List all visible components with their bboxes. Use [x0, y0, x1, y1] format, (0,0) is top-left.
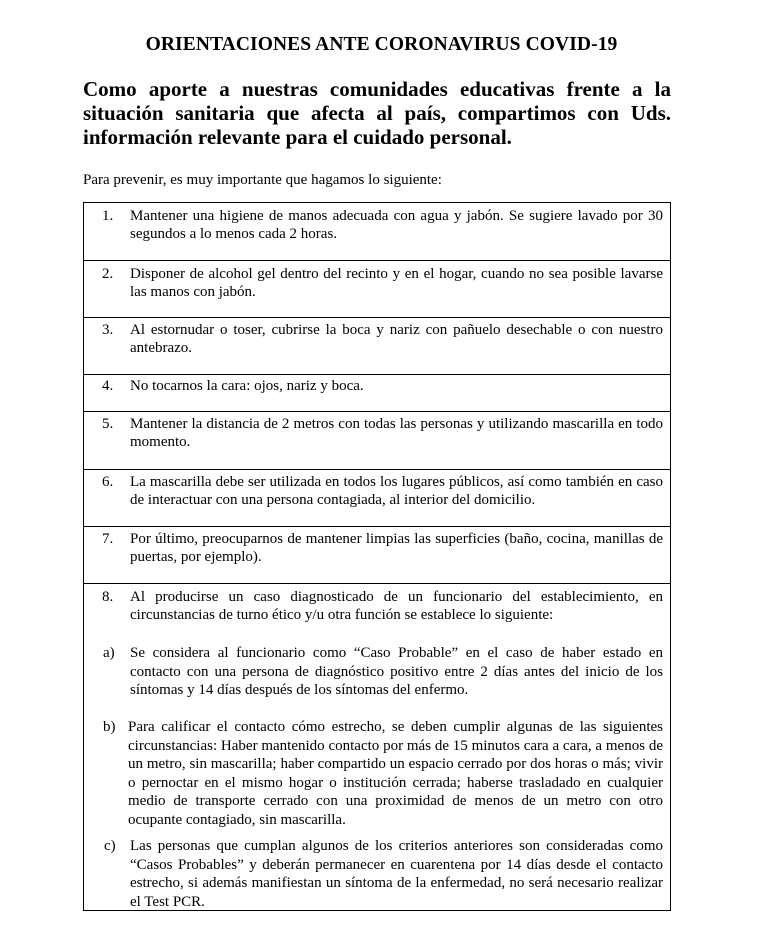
item-number: 8. — [102, 589, 114, 605]
item-text: No tocarnos la cara: ojos, nariz y boca. — [130, 378, 364, 394]
document-subtitle: Como aporte a nuestras comunidades educativas frente a la situación sanitaria que afecta al país, compartimos con Uds. información relevante para el cuidado personal. — [83, 77, 671, 149]
item-text: Al estornudar o toser, cubrirse la boca y nariz con pañuelo desechable o con nuestro antebrazo. — [130, 322, 663, 356]
item-number: 5. — [102, 416, 114, 432]
item-text: Por último, preocuparnos de mantener limpias las superficies (baño, cocina, manillas de puertas, por ejemplo). — [130, 531, 663, 565]
sub-item-text: Para calificar el contacto cómo estrecho, se deben cumplir algunas de las siguientes circunstancias: Haber mantenido contacto por más de 15 minutos cara a cara, a menos de un metro, sin mascarilla; haber compartido un espacio cerrado por dos horas o más; vivir o pernoctar en el mismo hogar o institución cerrada; haberse trasladado en cualquier medio de transporte cerrado con una proximidad de menos de un metro con otro ocupante contagiado, sin mascarilla. — [128, 719, 663, 828]
item-number: 3. — [102, 322, 114, 338]
table-row — [84, 583, 670, 910]
table-row — [84, 317, 670, 374]
recommendations-table — [83, 202, 671, 911]
item-text: Disponer de alcohol gel dentro del recinto y en el hogar, cuando no sea posible lavarse las manos con jabón. — [130, 266, 663, 300]
table-row — [84, 260, 670, 317]
item-text: Mantener la distancia de 2 metros con todas las personas y utilizando mascarilla en todo momento. — [130, 416, 663, 450]
sub-item-label: a) — [103, 645, 115, 661]
table-row — [84, 203, 670, 260]
item-number: 1. — [102, 208, 114, 224]
item-number: 7. — [102, 531, 114, 547]
table-row — [84, 526, 670, 583]
item-text: Al producirse un caso diagnosticado de un funcionario del establecimiento, en circunstancias de turno ético y/u otra función se establece lo siguiente: — [130, 589, 663, 623]
sub-item-text: Las personas que cumplan algunos de los criterios anteriores son consideradas como “Casos Probables” y deberán permanecer en cuarentena por 14 días desde el contacto estrecho, si además manifiestan un síntoma de la enfermedad, no será necesario realizar el Test PCR. — [130, 838, 663, 910]
sub-item-label: b) — [103, 719, 116, 735]
sub-item-text: Se considera al funcionario como “Caso Probable” en el caso de haber estado en contacto con una persona de diagnóstico positivo entre 2 días antes del inicio de los síntomas y 14 días después de los síntomas del enfermo. — [130, 645, 663, 698]
sub-item-label: c) — [104, 838, 116, 854]
table-row — [84, 469, 670, 526]
item-text: La mascarilla debe ser utilizada en todos los lugares públicos, así como también en caso de interactuar con una persona contagiada, al interior del domicilio. — [130, 474, 663, 508]
item-number: 4. — [102, 378, 114, 394]
intro-text: Para prevenir, es muy importante que hagamos lo siguiente: — [83, 172, 442, 188]
document-title: ORIENTACIONES ANTE CORONAVIRUS COVID-19 — [145, 34, 618, 55]
item-number: 6. — [102, 474, 114, 490]
item-number: 2. — [102, 266, 114, 282]
table-row — [84, 374, 670, 411]
item-text: Mantener una higiene de manos adecuada con agua y jabón. Se sugiere lavado por 30 segundos a lo menos cada 2 horas. — [130, 208, 663, 242]
table-row — [84, 411, 670, 469]
